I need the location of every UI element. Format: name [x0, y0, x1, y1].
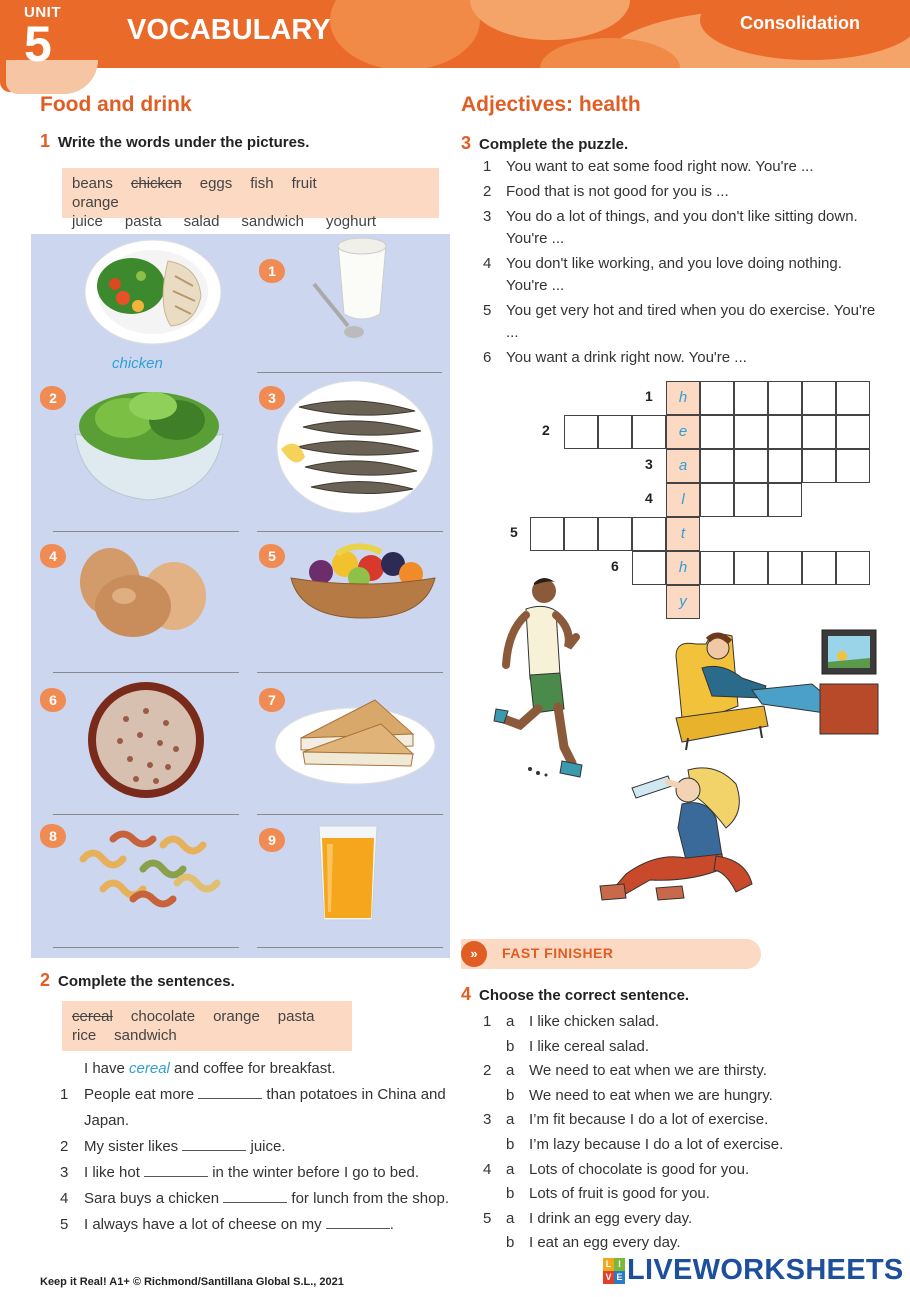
crossword-key-cell: [666, 449, 700, 483]
crossword-cell[interactable]: [700, 415, 734, 449]
choice-option[interactable]: 3 a I’m fit because I do a lot of exercise.: [483, 1111, 769, 1129]
crossword-key-cell: [666, 415, 700, 449]
answer-line[interactable]: [257, 947, 443, 948]
word: salad: [183, 213, 220, 230]
item-number-badge: 2: [40, 386, 66, 410]
crossword-cell[interactable]: [802, 449, 836, 483]
runner-illustration: [490, 575, 590, 792]
choice-option[interactable]: b I like cereal salad.: [506, 1037, 650, 1055]
crossword-cell[interactable]: [802, 415, 836, 449]
fast-finisher-banner: [461, 939, 761, 969]
puzzle-clues: [483, 156, 883, 372]
word: orange juice: [72, 194, 119, 230]
crossword-cell[interactable]: [564, 415, 598, 449]
crossword-cell[interactable]: [598, 415, 632, 449]
crossword-cell[interactable]: [734, 381, 768, 415]
crossword-key-cell: [666, 483, 700, 517]
choice-option[interactable]: 2 a We need to eat when we are thirsty.: [483, 1062, 767, 1080]
example-sentence: I have cereal and coffee for breakfast.: [84, 1060, 336, 1077]
answer-line[interactable]: [53, 531, 239, 532]
crossword-cell[interactable]: [632, 551, 666, 585]
green-salad-picture: [69, 382, 229, 509]
word: orange: [213, 1008, 260, 1025]
section-label: Consolidation: [740, 13, 860, 33]
answer-line[interactable]: [257, 531, 443, 532]
answer-blank[interactable]: [223, 1189, 287, 1203]
crossword-cell[interactable]: [700, 483, 734, 517]
crossword-cell[interactable]: [802, 381, 836, 415]
crossword-key-cell: [666, 551, 700, 585]
choice-option[interactable]: b Lots of fruit is good for you.: [506, 1185, 710, 1203]
word: pasta: [277, 1008, 315, 1025]
exercise-2-instruction: [40, 970, 235, 991]
choice-option[interactable]: b I’m lazy because I do a lot of exercise.: [506, 1135, 784, 1153]
crossword-cell[interactable]: [564, 517, 598, 551]
crossword-row-number: 5: [510, 524, 518, 540]
exercise-4-instruction: [461, 984, 689, 1005]
item-number-badge: 7: [259, 688, 285, 712]
exercise-1-word-box: [62, 168, 439, 230]
crossword-cell[interactable]: [734, 483, 768, 517]
instruction-text: Write the words under the pictures.: [58, 134, 310, 151]
item-number-badge: 5: [259, 544, 285, 568]
crossword-row-number: 6: [611, 558, 619, 574]
double-chevron-icon: »: [461, 941, 487, 967]
crossword-letter: y: [679, 593, 687, 610]
crossword-cell[interactable]: [768, 415, 802, 449]
clue: 1 You want to eat some food right now. You're ...: [483, 158, 814, 175]
sentence-item: 1 People eat more than potatoes in China and Japan.: [60, 1086, 446, 1129]
crossword-letter: h: [678, 389, 688, 406]
crossword-letter: l: [681, 491, 685, 508]
clue: 3 You do a lot of things, and you don't like sitting down. You're ...: [483, 208, 858, 247]
crossword-cell[interactable]: [734, 415, 768, 449]
item-number-badge: 4: [40, 544, 66, 568]
crossword-row-number: 4: [645, 490, 653, 506]
crossword-cell[interactable]: [632, 415, 666, 449]
answer-blank[interactable]: [144, 1163, 208, 1177]
crossword-cell[interactable]: [768, 381, 802, 415]
clue: 5 You get very hot and tired when you do exercise. You're ...: [483, 302, 876, 341]
sentence-item: 4 Sara buys a chicken for lunch from the shop.: [60, 1190, 449, 1207]
sandwich-picture: [273, 694, 438, 791]
crossword-key-cell: [666, 585, 700, 619]
word: eggs: [199, 175, 233, 192]
item-number-badge: 9: [259, 828, 285, 852]
crossword-letter: a: [678, 457, 688, 474]
fast-finisher-label: FAST FINISHER: [502, 945, 614, 961]
instruction-text: Complete the sentences.: [58, 973, 235, 990]
exercise-number: 1: [40, 131, 51, 151]
page-header: [0, 0, 910, 72]
exercise-1-instruction: [40, 131, 309, 152]
word: beans: [72, 175, 113, 192]
crossword-row-number: 3: [645, 456, 653, 472]
unit-label: UNIT: [24, 4, 61, 21]
crossword-cell[interactable]: [768, 551, 802, 585]
exercise-number: 3: [461, 133, 472, 153]
sentence-item: 3 I like hot in the winter before I go to bed.: [60, 1164, 419, 1181]
unit-number: 5: [24, 16, 52, 72]
crossword-cell[interactable]: [632, 517, 666, 551]
crossword-cell[interactable]: [802, 551, 836, 585]
crossword-cell[interactable]: [836, 415, 870, 449]
item-number-badge: 1: [259, 259, 285, 283]
chicken-salad-picture: [83, 236, 223, 351]
answer-line[interactable]: [53, 672, 239, 673]
sentence-item: 2 My sister likes juice.: [60, 1138, 286, 1155]
word: pasta: [124, 213, 162, 230]
pasta-picture: [73, 819, 223, 919]
crossword-cell[interactable]: [598, 517, 632, 551]
page-title: VOCABULARY: [127, 14, 331, 46]
word: chocolate: [130, 1008, 196, 1025]
fruit-bowl-picture: [287, 542, 439, 625]
crossword-key-cell: [666, 517, 700, 551]
crossword-letter: e: [678, 423, 688, 440]
picture-grid: [31, 234, 450, 958]
word: sandwich: [114, 1027, 177, 1044]
instruction-text: Complete the puzzle.: [479, 136, 629, 153]
crossword-row-number: 2: [542, 422, 550, 438]
choice-option[interactable]: 4 a Lots of chocolate is good for you.: [483, 1160, 750, 1178]
answer-blank[interactable]: [198, 1085, 262, 1099]
exercise-number: 4: [461, 984, 472, 1004]
answer-line[interactable]: [53, 947, 239, 948]
choice-option[interactable]: 5 a I drink an egg every day.: [483, 1209, 693, 1227]
clue: 4 You don't like working, and you love doing nothing. You're ...: [483, 255, 842, 294]
word: sandwich: [241, 213, 304, 230]
liveworksheets-wordmark: LIVEWORKSHEETS: [627, 1254, 904, 1286]
word: fish: [250, 175, 274, 192]
exercise-2-word-box: [62, 1001, 352, 1051]
thirsty-girl-illustration: [596, 764, 756, 911]
crossword-cell[interactable]: [734, 551, 768, 585]
word: fruit: [291, 175, 317, 192]
beans-picture: [86, 679, 206, 806]
exercise-2-sentences: [60, 1056, 450, 1238]
item-number-badge: 8: [40, 824, 66, 848]
clue: 6 You want a drink right now. You're ...: [483, 349, 747, 366]
sentence-item: 5 I always have a lot of cheese on my .: [60, 1216, 394, 1233]
exercise-4-choices: [483, 1010, 883, 1256]
clue: 2 Food that is not good for you is ...: [483, 183, 729, 200]
choice-option[interactable]: b I eat an egg every day.: [506, 1234, 681, 1252]
crossword-cell[interactable]: [700, 449, 734, 483]
answer-line[interactable]: [53, 814, 239, 815]
example-answer: chicken: [112, 355, 163, 372]
crossword-key-cell: [666, 381, 700, 415]
word: yoghurt: [325, 213, 377, 230]
exercise-number: 2: [40, 970, 51, 990]
example-answer: cereal: [129, 1060, 170, 1077]
answer-blank[interactable]: [182, 1137, 246, 1151]
crossword-letter: t: [680, 525, 686, 542]
crossword-cell[interactable]: [836, 449, 870, 483]
copyright-footer: Keep it Real! A1+ © Richmond/Santillana Global S.L., 2021: [40, 1276, 344, 1288]
crossword-cell[interactable]: [768, 449, 802, 483]
crossword-cell[interactable]: [530, 517, 564, 551]
crossword-cell[interactable]: [768, 483, 802, 517]
fish-picture: [275, 379, 435, 519]
food-and-drink-heading: Food and drink: [40, 93, 192, 116]
crossword-cell[interactable]: [700, 551, 734, 585]
crossword-letter: h: [678, 559, 688, 576]
adjectives-health-heading: Adjectives: health: [461, 93, 641, 116]
yoghurt-picture: [306, 234, 396, 354]
liveworksheets-logo-icon: L I V E: [603, 1258, 625, 1284]
item-number-badge: 3: [259, 386, 285, 410]
eggs-picture: [76, 544, 211, 644]
instruction-text: Choose the correct sentence.: [479, 987, 690, 1004]
answer-line[interactable]: [257, 372, 442, 373]
liveworksheets-brand: [603, 1254, 904, 1287]
crossword-cell[interactable]: [700, 381, 734, 415]
crossword-cell[interactable]: [734, 449, 768, 483]
orange-juice-picture: [317, 824, 379, 929]
unit-badge: [0, 0, 100, 92]
lazy-tv-illustration: [672, 626, 884, 759]
answer-blank[interactable]: [326, 1215, 390, 1229]
choice-option[interactable]: b We need to eat when we are hungry.: [506, 1086, 773, 1104]
crossword-row-number: 1: [645, 388, 653, 404]
item-number-badge: 6: [40, 688, 66, 712]
choice-option[interactable]: 1 a I like chicken salad.: [483, 1013, 660, 1030]
answer-line[interactable]: [257, 672, 443, 673]
exercise-3-instruction: [461, 133, 628, 154]
word: cereal: [72, 1008, 113, 1025]
word: rice: [72, 1027, 97, 1044]
word: chicken: [130, 175, 182, 192]
crossword-cell[interactable]: [836, 551, 870, 585]
answer-line[interactable]: [257, 814, 443, 815]
crossword-cell[interactable]: [836, 381, 870, 415]
